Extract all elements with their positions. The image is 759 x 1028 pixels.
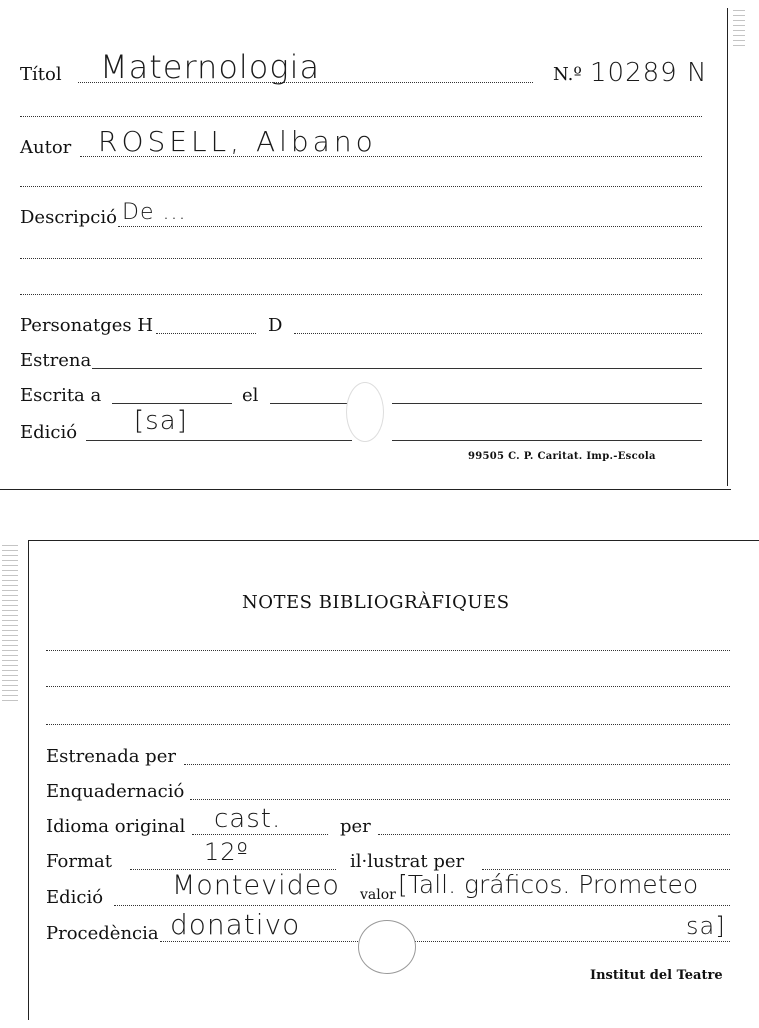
card-edge-right — [727, 8, 728, 486]
edicio2-publisher-handwritten: [Tall. gráficos. Prometeo — [398, 870, 699, 899]
edicio-line-b — [392, 440, 702, 441]
idioma-line — [192, 834, 328, 835]
procedencia-handwritten: donativo — [170, 908, 301, 941]
printer-imprint: 99505 C. P. Caritat. Imp.-Escola — [468, 451, 656, 462]
format-handwritten: 12º — [204, 838, 249, 866]
el-label: el — [242, 385, 259, 406]
enquadernacio-line — [190, 799, 730, 800]
scan-artifact-left — [2, 545, 18, 705]
per-label: per — [340, 816, 371, 837]
rule-4 — [20, 294, 702, 295]
illustrat-label: il·lustrat per — [350, 851, 465, 872]
personatges-h-line — [156, 333, 256, 334]
descripcio-label: Descripció — [20, 207, 117, 228]
autor-label: Autor — [20, 137, 72, 158]
card-edge-left — [28, 540, 29, 1020]
titol-handwritten: Maternologia — [100, 48, 321, 86]
institut-footer: Institut del Teatre — [590, 968, 723, 983]
estrena-line — [92, 368, 702, 369]
personatges-d-label: D — [268, 315, 283, 336]
punch-hole-2 — [358, 920, 416, 974]
edicio2-label: Edició — [46, 887, 104, 908]
card-edge-top — [28, 540, 759, 541]
num-handwritten: 10289 N — [590, 58, 708, 88]
notes-rule-2 — [46, 686, 730, 687]
catalog-card-back — [28, 540, 759, 1028]
notes-rule-3 — [46, 724, 730, 725]
valor-partial: valor — [360, 887, 396, 903]
punch-hole — [346, 382, 384, 442]
titol-label: Títol — [20, 64, 62, 85]
idioma-handwritten: cast. — [214, 804, 282, 834]
procedencia-label: Procedència — [46, 923, 159, 944]
idioma-label: Idioma original — [46, 816, 186, 837]
procedencia-line — [160, 941, 730, 942]
descripcio-handwritten: De ... — [122, 200, 187, 225]
personatges-label: Personatges H — [20, 315, 154, 336]
rule-3 — [20, 258, 702, 259]
card-edge-bottom — [0, 489, 731, 490]
catalog-card-front — [0, 0, 731, 490]
escrita-a-line — [112, 403, 232, 404]
estrenada-line — [184, 764, 730, 765]
notes-heading: NOTES BIBLIOGRÀFIQUES — [242, 592, 510, 613]
estrena-label: Estrena — [20, 350, 92, 371]
el-line-a — [270, 403, 352, 404]
edicio-handwritten: [sa] — [134, 406, 188, 436]
estrenada-label: Estrenada per — [46, 746, 176, 767]
per-line — [378, 834, 730, 835]
edicio-label: Edició — [20, 422, 78, 443]
enquadernacio-label: Enquadernació — [46, 781, 185, 802]
edicio2-handwritten: Montevideo — [172, 870, 340, 901]
rule-2 — [20, 186, 702, 187]
notes-rule-1 — [46, 650, 730, 651]
el-line-b — [392, 403, 702, 404]
num-label: N.º — [553, 64, 582, 85]
personatges-d-line — [294, 333, 702, 334]
escrita-label: Escrita a — [20, 385, 102, 406]
edicio-line-a — [86, 440, 352, 441]
procedencia-sa-handwritten: sa] — [686, 912, 726, 940]
autor-handwritten: ROSELL, Albano — [98, 125, 377, 158]
scan-artifact-top — [733, 10, 745, 46]
rule-1 — [20, 116, 702, 117]
format-label: Format — [46, 851, 112, 872]
edicio2-line — [114, 905, 730, 906]
descripcio-line — [118, 226, 702, 227]
